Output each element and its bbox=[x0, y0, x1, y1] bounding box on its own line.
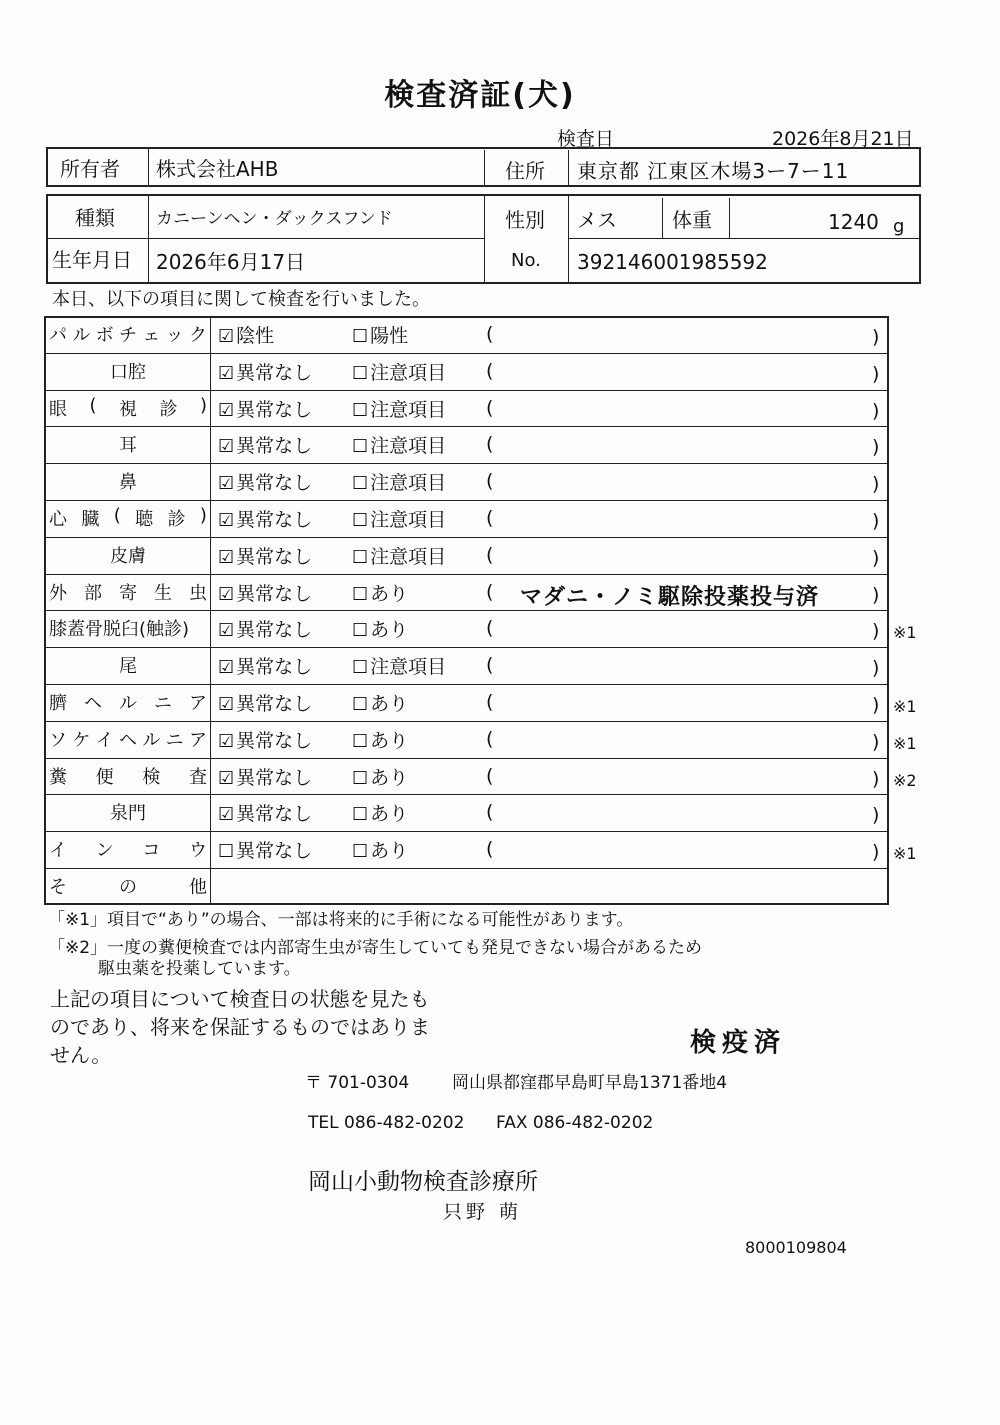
option-alt bbox=[352, 799, 408, 826]
close-paren: ) bbox=[872, 804, 880, 827]
birth-value: 2026年6月17日 bbox=[156, 249, 306, 274]
breed-label: 種類 bbox=[75, 205, 115, 230]
row-label: 鼻 bbox=[119, 472, 137, 494]
option-ok-label: 異常なし bbox=[236, 766, 313, 789]
checked-box-icon[interactable]: ☑ bbox=[218, 620, 235, 642]
option-ok bbox=[218, 431, 312, 458]
open-paren: ( bbox=[486, 727, 494, 750]
option-alt-label: 陽性 bbox=[370, 325, 409, 347]
close-paren: ) bbox=[872, 510, 880, 532]
option-alt-label: あり bbox=[370, 582, 409, 605]
open-paren: ( bbox=[486, 543, 494, 566]
option-ok bbox=[218, 358, 312, 385]
unchecked-box-icon[interactable]: ☐ bbox=[352, 657, 369, 679]
footnote-2: 「※2」一度の糞便検査では内部寄生虫が寄生していても発見できない場合があるため bbox=[48, 938, 703, 958]
row-label: 膝蓋骨脱臼(触診) bbox=[49, 619, 190, 641]
option-alt-label: あり bbox=[370, 766, 409, 789]
number-value: 392146001985592 bbox=[577, 250, 768, 274]
checked-box-icon[interactable]: ☑ bbox=[218, 804, 235, 826]
open-paren: ( bbox=[486, 323, 494, 345]
open-paren: ( bbox=[486, 764, 494, 787]
option-alt-label: 注意項目 bbox=[370, 656, 447, 679]
row-label: パ ル ボ チ ェ ッ ク bbox=[49, 325, 207, 346]
owner-value: 株式会社AHB bbox=[156, 156, 279, 181]
option-ok-label: 陰性 bbox=[236, 325, 275, 347]
close-paren: ) bbox=[872, 473, 880, 496]
option-alt bbox=[352, 395, 446, 422]
option-ok-label: 異常なし bbox=[236, 509, 313, 531]
option-alt-label: あり bbox=[370, 803, 409, 826]
close-paren: ) bbox=[872, 694, 880, 716]
document-number: 8000109804 bbox=[745, 1238, 847, 1257]
close-paren: ) bbox=[872, 620, 880, 643]
option-alt bbox=[352, 542, 446, 569]
close-paren: ) bbox=[872, 326, 880, 348]
unchecked-box-icon[interactable]: ☐ bbox=[352, 804, 369, 826]
option-alt bbox=[352, 321, 408, 348]
option-alt-label: 注意項目 bbox=[370, 472, 447, 495]
option-ok bbox=[218, 579, 312, 606]
unchecked-box-icon[interactable]: ☐ bbox=[352, 767, 369, 789]
unchecked-box-icon[interactable]: ☐ bbox=[352, 730, 369, 752]
option-alt-label: あり bbox=[370, 840, 409, 863]
option-ok bbox=[218, 615, 312, 642]
clinic-name: 岡山小動物検査診療所 bbox=[308, 1169, 538, 1195]
row-label: 皮 膚 bbox=[110, 545, 146, 567]
option-alt-label: 注意項目 bbox=[370, 435, 447, 458]
footnote-1: 「※1」項目で“あり”の場合、一部は将来的に手術になる可能性があります。 bbox=[48, 910, 634, 930]
unchecked-box-icon[interactable]: ☐ bbox=[218, 841, 235, 863]
option-alt-label: 注意項目 bbox=[370, 361, 447, 384]
option-alt bbox=[352, 763, 408, 790]
option-alt bbox=[352, 652, 446, 679]
open-paren: ( bbox=[486, 691, 494, 713]
weight-label: 体重 bbox=[672, 207, 712, 232]
checked-box-icon[interactable]: ☑ bbox=[218, 326, 235, 347]
option-alt-label: 注意項目 bbox=[370, 398, 447, 421]
address-label: 住所 bbox=[505, 158, 545, 183]
close-paren: ) bbox=[872, 657, 880, 680]
weight-value: 1240 bbox=[828, 210, 879, 234]
option-ok-label: 異常なし bbox=[236, 472, 313, 495]
open-paren: ( bbox=[486, 470, 494, 493]
option-alt bbox=[352, 468, 446, 495]
option-alt-label: 注意項目 bbox=[370, 509, 447, 531]
option-ok-label: 異常なし bbox=[236, 803, 313, 826]
open-paren: ( bbox=[486, 396, 494, 419]
unchecked-box-icon[interactable]: ☐ bbox=[352, 473, 369, 495]
close-paren: ) bbox=[872, 767, 880, 790]
row-footnote-mark: ※1 bbox=[893, 697, 917, 716]
option-ok-label: 異常なし bbox=[236, 582, 313, 605]
option-alt bbox=[352, 726, 408, 753]
owner-label: 所有者 bbox=[60, 156, 120, 181]
option-alt-label: あり bbox=[370, 693, 409, 715]
row-divider bbox=[44, 537, 889, 538]
option-ok bbox=[218, 542, 312, 569]
sex-label: 性別 bbox=[505, 207, 545, 232]
row-label: 口 腔 bbox=[110, 361, 146, 383]
row-divider bbox=[44, 353, 889, 354]
option-ok bbox=[218, 652, 312, 679]
option-ok-label: 異常なし bbox=[236, 435, 313, 458]
option-ok bbox=[218, 468, 312, 495]
row-divider bbox=[44, 831, 889, 832]
close-paren: ) bbox=[872, 841, 880, 864]
close-paren: ) bbox=[872, 399, 880, 422]
other-label: そ の 他 bbox=[49, 877, 207, 898]
option-ok-label: 異常なし bbox=[236, 840, 313, 863]
open-paren: ( bbox=[486, 801, 494, 824]
row-divider bbox=[44, 684, 889, 685]
option-ok bbox=[218, 321, 274, 348]
option-ok bbox=[218, 799, 312, 826]
option-alt bbox=[352, 505, 446, 532]
row-divider bbox=[44, 500, 889, 501]
option-alt bbox=[352, 615, 408, 642]
row-label: 眼 ( 視 診 ) bbox=[49, 394, 207, 420]
open-paren: ( bbox=[486, 838, 494, 861]
checked-box-icon[interactable]: ☑ bbox=[218, 362, 235, 384]
unchecked-box-icon[interactable]: ☐ bbox=[352, 694, 369, 715]
quarantine-stamp: 検疫済 bbox=[690, 1028, 787, 1058]
checked-box-icon[interactable]: ☑ bbox=[218, 583, 235, 605]
unchecked-box-icon[interactable]: ☐ bbox=[352, 362, 369, 384]
exam-date: 2026年8月21日 bbox=[772, 128, 914, 150]
row-label: 尾 bbox=[119, 656, 137, 678]
row-divider bbox=[44, 647, 889, 648]
close-paren: ) bbox=[872, 583, 880, 606]
row-footnote-mark: ※1 bbox=[893, 844, 917, 864]
row-divider bbox=[44, 868, 889, 869]
row-divider bbox=[44, 390, 889, 391]
clinic-tel: TEL 086-482-0202 bbox=[308, 1113, 465, 1133]
row-remark: マダニ・ノミ駆除投薬投与済 bbox=[520, 584, 820, 610]
close-paren: ) bbox=[872, 362, 880, 385]
checked-box-icon[interactable]: ☑ bbox=[218, 657, 235, 679]
option-ok bbox=[218, 689, 312, 716]
row-divider bbox=[44, 426, 889, 427]
open-paren: ( bbox=[486, 507, 494, 529]
row-label: 耳 bbox=[119, 435, 137, 457]
row-footnote-mark: ※1 bbox=[893, 733, 917, 753]
unchecked-box-icon[interactable]: ☐ bbox=[352, 399, 369, 421]
weight-unit: g bbox=[893, 215, 905, 237]
option-ok bbox=[218, 726, 312, 753]
row-divider bbox=[44, 574, 889, 575]
row-label: イ ン コ ウ bbox=[49, 840, 207, 862]
option-ok bbox=[218, 763, 312, 790]
option-ok-label: 異常なし bbox=[236, 656, 313, 679]
row-footnote-mark: ※1 bbox=[893, 623, 917, 643]
checked-box-icon[interactable]: ☑ bbox=[218, 730, 235, 752]
option-alt bbox=[352, 836, 408, 863]
row-divider bbox=[44, 463, 889, 464]
open-paren: ( bbox=[486, 359, 494, 382]
close-paren: ) bbox=[872, 546, 880, 569]
vet-name: 只野 萌 bbox=[443, 1201, 523, 1223]
close-paren: ) bbox=[872, 730, 880, 753]
disclaimer: 上記の項目について検査日の状態を見たものであり、将来を保証するものではありません。 bbox=[50, 987, 430, 1067]
checked-box-icon[interactable]: ☑ bbox=[218, 473, 235, 495]
option-ok-label: 異常なし bbox=[236, 693, 313, 715]
document-title: 検査済証(犬) bbox=[384, 78, 576, 113]
postal-code: 〒 701-0304 bbox=[305, 1073, 410, 1093]
checked-box-icon[interactable]: ☑ bbox=[218, 436, 235, 458]
option-ok-label: 異常なし bbox=[236, 361, 313, 384]
unchecked-box-icon[interactable]: ☐ bbox=[352, 510, 369, 531]
option-ok-label: 異常なし bbox=[236, 398, 313, 421]
option-alt bbox=[352, 431, 446, 458]
unchecked-box-icon[interactable]: ☐ bbox=[352, 546, 369, 568]
checked-box-icon[interactable]: ☑ bbox=[218, 694, 235, 715]
open-paren: ( bbox=[486, 654, 494, 677]
row-label: ソ ケ イ ヘ ル ニ ア bbox=[49, 729, 207, 751]
row-divider bbox=[44, 758, 889, 759]
checked-box-icon[interactable]: ☑ bbox=[218, 399, 235, 421]
unchecked-box-icon[interactable]: ☐ bbox=[352, 841, 369, 863]
option-alt bbox=[352, 579, 408, 606]
breed-value: カニーンヘン・ダックスフンド bbox=[156, 208, 393, 229]
row-label: 臍 ヘ ル ニ ア bbox=[49, 693, 207, 714]
option-ok bbox=[218, 395, 312, 422]
footnote-2-cont: 駆虫薬を投薬しています。 bbox=[98, 959, 301, 979]
unchecked-box-icon[interactable]: ☐ bbox=[352, 583, 369, 605]
unchecked-box-icon[interactable]: ☐ bbox=[352, 620, 369, 642]
open-paren: ( bbox=[486, 617, 494, 640]
intro-text: 本日、以下の項目に関して検査を行いました。 bbox=[52, 289, 430, 310]
sex-value: メス bbox=[577, 207, 617, 232]
option-alt-label: あり bbox=[370, 619, 409, 642]
option-ok bbox=[218, 505, 312, 532]
checked-box-icon[interactable]: ☑ bbox=[218, 510, 235, 531]
unchecked-box-icon[interactable]: ☐ bbox=[352, 326, 369, 347]
close-paren: ) bbox=[872, 436, 880, 459]
row-label: 心 臓 ( 聴 診 ) bbox=[49, 505, 207, 530]
option-alt-label: 注意項目 bbox=[370, 545, 447, 568]
option-ok-label: 異常なし bbox=[236, 729, 313, 752]
unchecked-box-icon[interactable]: ☐ bbox=[352, 436, 369, 458]
row-footnote-mark: ※2 bbox=[893, 770, 917, 790]
option-ok bbox=[218, 836, 312, 863]
option-ok-label: 異常なし bbox=[236, 545, 313, 568]
exam-date-label: 検査日 bbox=[557, 128, 615, 150]
clinic-fax: FAX 086-482-0202 bbox=[496, 1113, 654, 1133]
open-paren: ( bbox=[486, 433, 494, 456]
birth-label: 生年月日 bbox=[52, 247, 132, 272]
option-ok-label: 異常なし bbox=[236, 619, 313, 642]
number-label: No. bbox=[511, 249, 541, 271]
open-paren: ( bbox=[486, 580, 494, 603]
checked-box-icon[interactable]: ☑ bbox=[218, 767, 235, 789]
row-label: 外 部 寄 生 虫 bbox=[49, 582, 207, 604]
row-label: 糞 便 検 査 bbox=[49, 766, 207, 788]
address-value: 東京都 江東区木場3ー7ー11 bbox=[577, 158, 850, 183]
row-divider bbox=[44, 721, 889, 722]
checked-box-icon[interactable]: ☑ bbox=[218, 546, 235, 568]
option-alt-label: あり bbox=[370, 729, 409, 752]
option-alt bbox=[352, 689, 408, 716]
row-divider bbox=[44, 794, 889, 795]
option-alt bbox=[352, 358, 446, 385]
row-label: 泉 門 bbox=[110, 803, 146, 825]
clinic-address: 岡山県都窪郡早島町早島1371番地4 bbox=[452, 1073, 728, 1093]
